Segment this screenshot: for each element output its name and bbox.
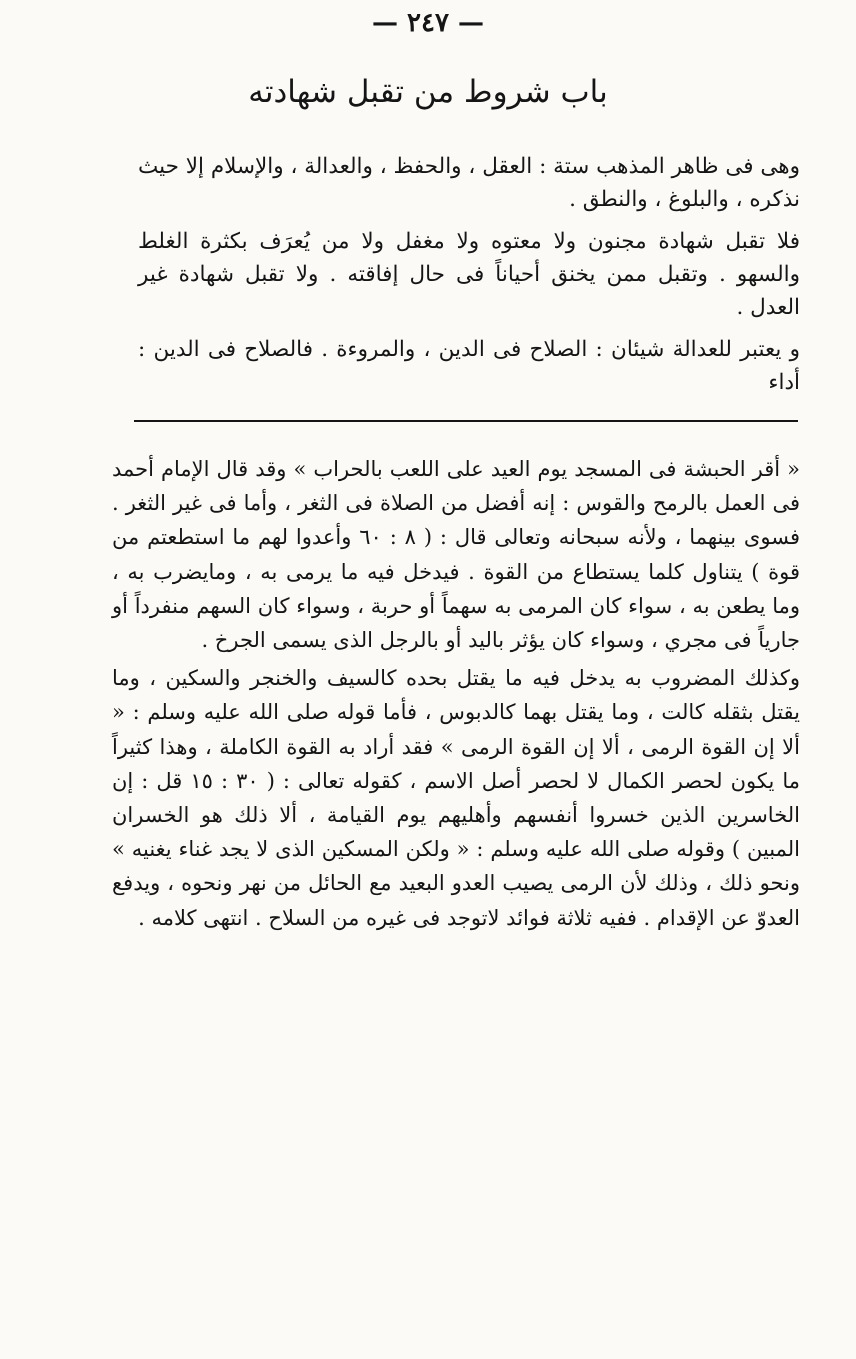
main-paragraph: وهى فى ظاهر المذهب ستة : العقل ، والحفظ ، والعدالة ، والإسلام إلا حيث نذكره ، والبلوغ ، والنطق . (138, 154, 800, 212)
page-number: — ٢٤٧ — (371, 8, 485, 38)
footnote-paragraph: وكذلك المضروب به يدخل فيه ما يقتل بحده كالسيف والخنجر والسكين ، وما يقتل بثقله كالت ، وما يقتل بهما كالدبوس ، فأما قوله صلى الله عليه وسلم : « ألا إن القوة الرمى ، ألا إن القوة الرمى » فقد أراد به القوة الكاملة ، وهذا كثيراً ما يكون لحصر الكمال لا لحصر أصل الاسم ، كقوله تعالى : ( ٣٠ : ١٥ قل : إن الخاسرين الذين خسروا أنفسهم وأهليهم يوم القيامة ، ألا ذلك هو الخسران المبين ) وقوله صلى الله عليه وسلم : « ولكن المسكين الذى لا يجد غناء يغنيه » ونحو ذلك ، وذلك لأن الرمى يصيب العدو البعيد مع الحائل من نهر ونحوه ، ويدفع العدوّ عن الإقدام . ففيه ثلاثة فوائد لاتوجد فى غيره من السلاح . انتهى كلامه . (112, 666, 800, 930)
footnote-paragraph: « أقر الحبشة فى المسجد يوم العيد على اللعب بالحراب » وقد قال الإمام أحمد فى العمل بالرمح والقوس : إنه أفضل من الصلاة فى الثغر ، وأما فى غير الثغر . فسوى بينهما ، ولأنه سبحانه وتعالى قال : ( ٨ : ٦٠ وأعدوا لهم ما استطعتم من قوة ) يتناول كلما يستطاع من القوة . فيدخل فيه ما يرمى به ، ومايضرب به ، وما يطعن به ، سواء كان المرمى به سهماً أو حربة ، وسواء كان السهم منفرداً أو جارياً فى مجري ، وسواء كان يؤثر باليد أو بالرجل الذى يسمى الجرخ . (112, 457, 800, 653)
main-text (138, 150, 800, 408)
footnote-text (112, 452, 800, 939)
main-paragraph: و يعتبر للعدالة شيئان : الصلاح فى الدين ، والمروءة . فالصلاح فى الدين : أداء (138, 337, 800, 395)
footnote-divider (134, 420, 798, 422)
chapter-heading: باب شروط من تقبل شهادته (248, 74, 608, 110)
main-paragraph: فلا تقبل شهادة مجنون ولا معتوه ولا مغفل ولا من يُعرَف بكثرة الغلط والسهو . وتقبل ممن يخنق أحياناً فى حال إفاقته . ولا تقبل شهادة غير العدل . (138, 229, 800, 320)
